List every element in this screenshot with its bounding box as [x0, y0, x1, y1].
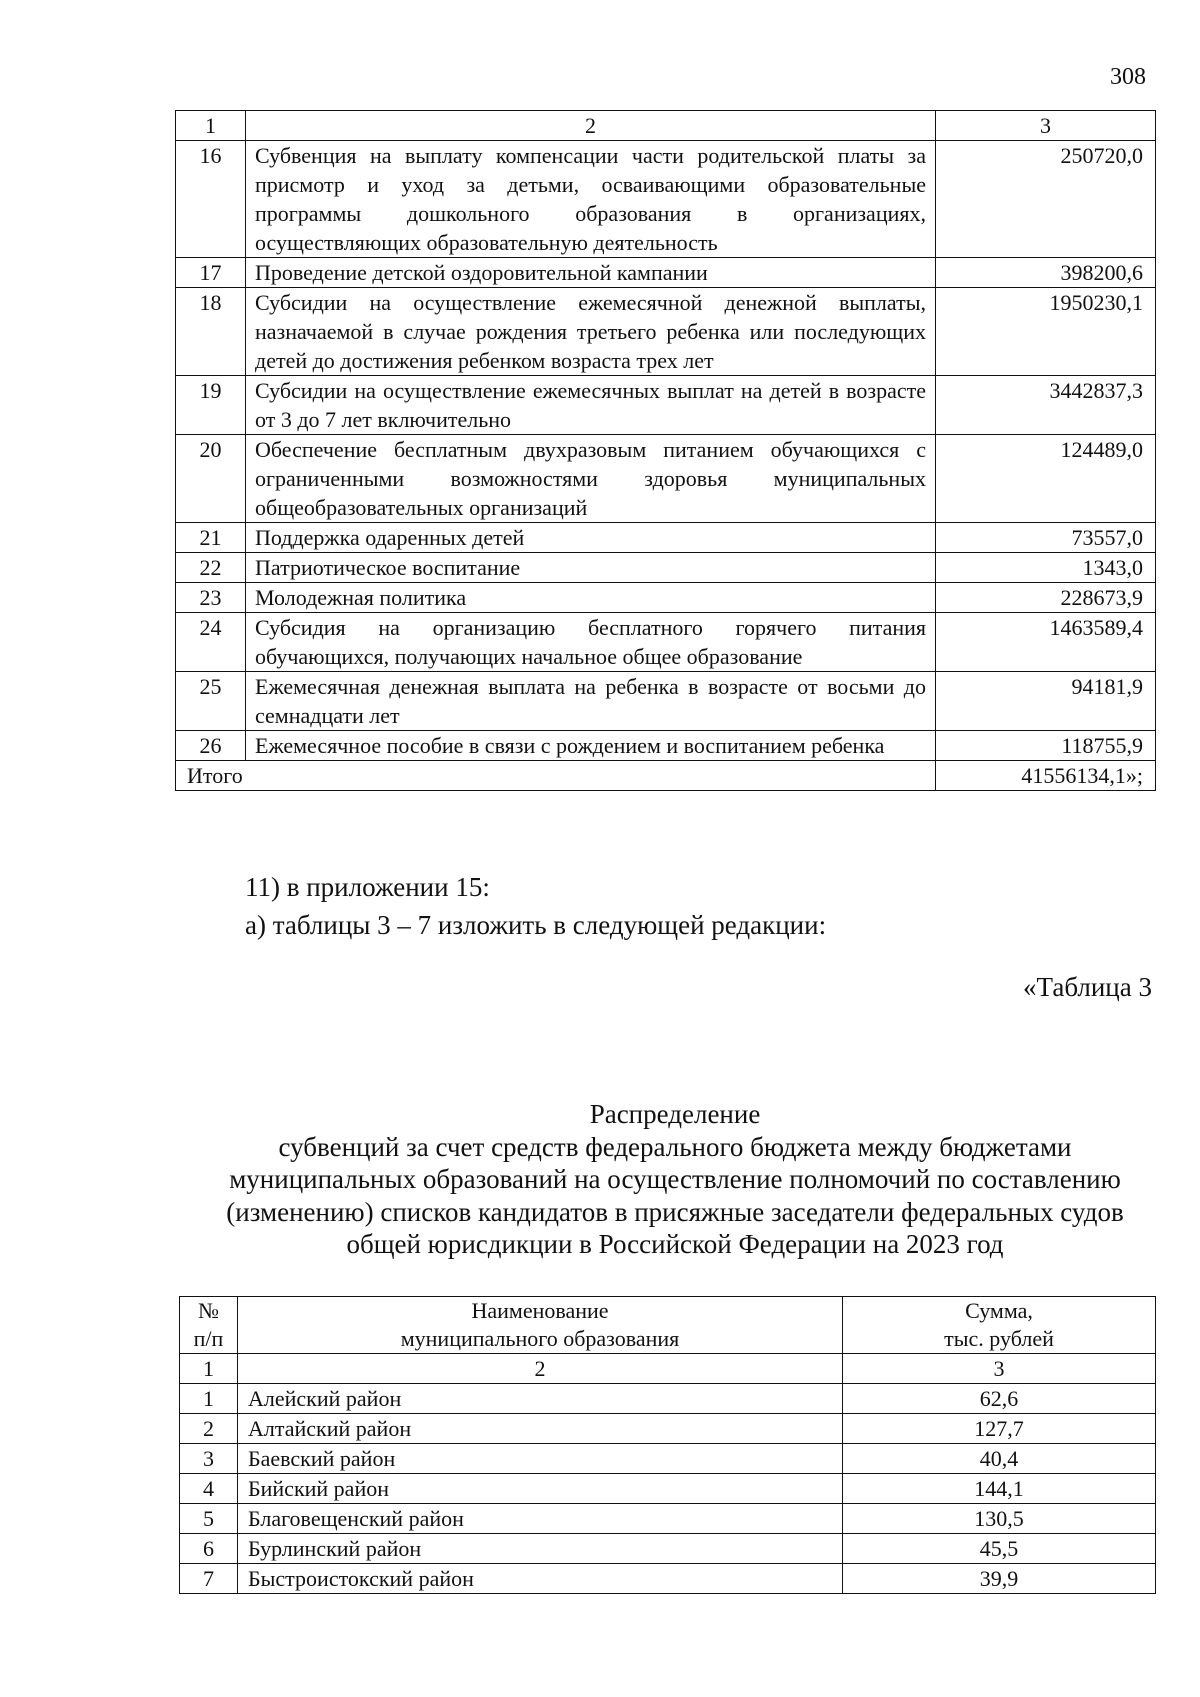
heading-line: муниципальных образований на осуществление полномочий по составлению	[229, 1164, 1121, 1194]
row-number: 1	[180, 1384, 238, 1414]
header-text: №	[198, 1298, 219, 1323]
municipality-name: Бийский район	[238, 1474, 843, 1504]
row-value: 398200,6	[936, 258, 1156, 288]
municipality-name: Быстроистокский район	[238, 1564, 843, 1594]
heading-line: субвенций за счет средств федерального бюджета между бюджетами	[278, 1131, 1072, 1162]
row-value: 124489,0	[936, 435, 1156, 523]
row-number: 23	[176, 583, 246, 613]
row-number: 6	[180, 1534, 238, 1564]
header-sum	[843, 1297, 1156, 1354]
header-cell: 2	[246, 111, 936, 141]
table-row	[180, 1474, 1156, 1504]
table-row	[176, 672, 1156, 731]
row-number: 7	[180, 1564, 238, 1594]
table-row	[180, 1504, 1156, 1534]
table-header-row	[176, 111, 1156, 141]
distribution-table	[179, 1296, 1156, 1594]
index-cell: 1	[180, 1354, 238, 1384]
row-number: 24	[176, 613, 246, 672]
index-cell: 3	[843, 1354, 1156, 1384]
row-value: 228673,9	[936, 583, 1156, 613]
header-cell: 3	[936, 111, 1156, 141]
amount: 45,5	[843, 1534, 1156, 1564]
table-row	[176, 258, 1156, 288]
row-number: 5	[180, 1504, 238, 1534]
header-name	[238, 1297, 843, 1354]
municipality-name: Алейский район	[238, 1384, 843, 1414]
municipality-name: Бурлинский район	[238, 1534, 843, 1564]
table-caption: «Таблица 3	[1023, 972, 1152, 1002]
table-header-row	[180, 1297, 1156, 1354]
row-number: 20	[176, 435, 246, 523]
table-row	[176, 583, 1156, 613]
table-row	[176, 376, 1156, 435]
index-row	[180, 1354, 1156, 1384]
table-row	[176, 435, 1156, 523]
row-number: 2	[180, 1414, 238, 1444]
row-value: 1343,0	[936, 553, 1156, 583]
header-text: п/п	[193, 1326, 224, 1351]
amount: 127,7	[843, 1414, 1156, 1444]
row-description: Субсидии на осуществление ежемесячной денежной выплаты, назначаемой в случае рождения третьего ребенка или последующих детей до достижения ребенком возраста трех лет	[246, 288, 936, 376]
municipality-name: Благовещенский район	[238, 1504, 843, 1534]
amount: 40,4	[843, 1444, 1156, 1474]
row-description: Обеспечение бесплатным двухразовым питанием обучающихся с ограниченными возможностями здоровья муниципальных общеобразовательных организаций	[246, 435, 936, 523]
row-value: 1950230,1	[936, 288, 1156, 376]
amount: 130,5	[843, 1504, 1156, 1534]
row-number: 19	[176, 376, 246, 435]
table-row	[180, 1414, 1156, 1444]
row-value: 1463589,4	[936, 613, 1156, 672]
index-cell: 2	[238, 1354, 843, 1384]
header-cell: 1	[176, 111, 246, 141]
row-description: Субсидия на организацию бесплатного горячего питания обучающихся, получающих начальное общее образование	[246, 613, 936, 672]
row-number: 3	[180, 1444, 238, 1474]
table-row	[180, 1564, 1156, 1594]
table-row	[176, 553, 1156, 583]
table-row	[180, 1444, 1156, 1474]
table-row	[176, 523, 1156, 553]
municipality-name: Баевский район	[238, 1444, 843, 1474]
row-value: 73557,0	[936, 523, 1156, 553]
table-row	[176, 141, 1156, 258]
row-number: 17	[176, 258, 246, 288]
row-number: 21	[176, 523, 246, 553]
row-number: 25	[176, 672, 246, 731]
table-row	[176, 731, 1156, 761]
row-number: 4	[180, 1474, 238, 1504]
amount: 144,1	[843, 1474, 1156, 1504]
row-description: Субвенция на выплату компенсации части родительской платы за присмотр и уход за детьми, осваивающими образовательные программы дошкольного образования в организациях, осуществляющих образовательную деятельность	[246, 141, 936, 258]
municipality-name: Алтайский район	[238, 1414, 843, 1444]
amendment-subitem: а) таблицы 3 – 7 изложить в следующей редакции:	[245, 910, 827, 940]
heading-line: Распределение	[589, 1099, 761, 1129]
row-value: 118755,9	[936, 731, 1156, 761]
total-row	[176, 761, 1156, 791]
table-row	[176, 288, 1156, 376]
amendment-item: 11) в приложении 15:	[245, 872, 490, 902]
row-value: 94181,9	[936, 672, 1156, 731]
row-number: 18	[176, 288, 246, 376]
amount: 62,6	[843, 1384, 1156, 1414]
row-number: 22	[176, 553, 246, 583]
amount: 39,9	[843, 1564, 1156, 1594]
header-text: тыс. рублей	[944, 1326, 1054, 1351]
row-number: 16	[176, 141, 246, 258]
header-number	[180, 1297, 238, 1354]
header-text: Наименование	[471, 1298, 609, 1323]
total-value: 41556134,1»;	[936, 761, 1156, 791]
total-label: Итого	[176, 761, 936, 791]
row-description: Патриотическое воспитание	[246, 553, 936, 583]
heading-line: общей юрисдикции в Российской Федерации на 2023 год	[346, 1229, 1004, 1259]
table-row	[180, 1534, 1156, 1564]
row-description: Поддержка одаренных детей	[246, 523, 936, 553]
table-heading	[150, 1098, 1200, 1261]
row-description: Ежемесячная денежная выплата на ребенка в возрасте от восьми до семнадцати лет	[246, 672, 936, 731]
row-description: Ежемесячное пособие в связи с рождением и воспитанием ребенка	[246, 731, 936, 761]
heading-line: (изменению) списков кандидатов в присяжные заседатели федеральных судов	[226, 1196, 1124, 1227]
header-text: муниципального образования	[400, 1326, 680, 1351]
row-value: 3442837,3	[936, 376, 1156, 435]
row-number: 26	[176, 731, 246, 761]
row-value: 250720,0	[936, 141, 1156, 258]
row-description: Субсидии на осуществление ежемесячных выплат на детей в возрасте от 3 до 7 лет включительно	[246, 376, 936, 435]
row-description: Проведение детской оздоровительной кампании	[246, 258, 936, 288]
header-text: Сумма,	[965, 1298, 1033, 1323]
page-number: 308	[1110, 64, 1146, 90]
row-description: Молодежная политика	[246, 583, 936, 613]
table-row	[180, 1384, 1156, 1414]
table-row	[176, 613, 1156, 672]
expenditure-table	[175, 110, 1156, 791]
